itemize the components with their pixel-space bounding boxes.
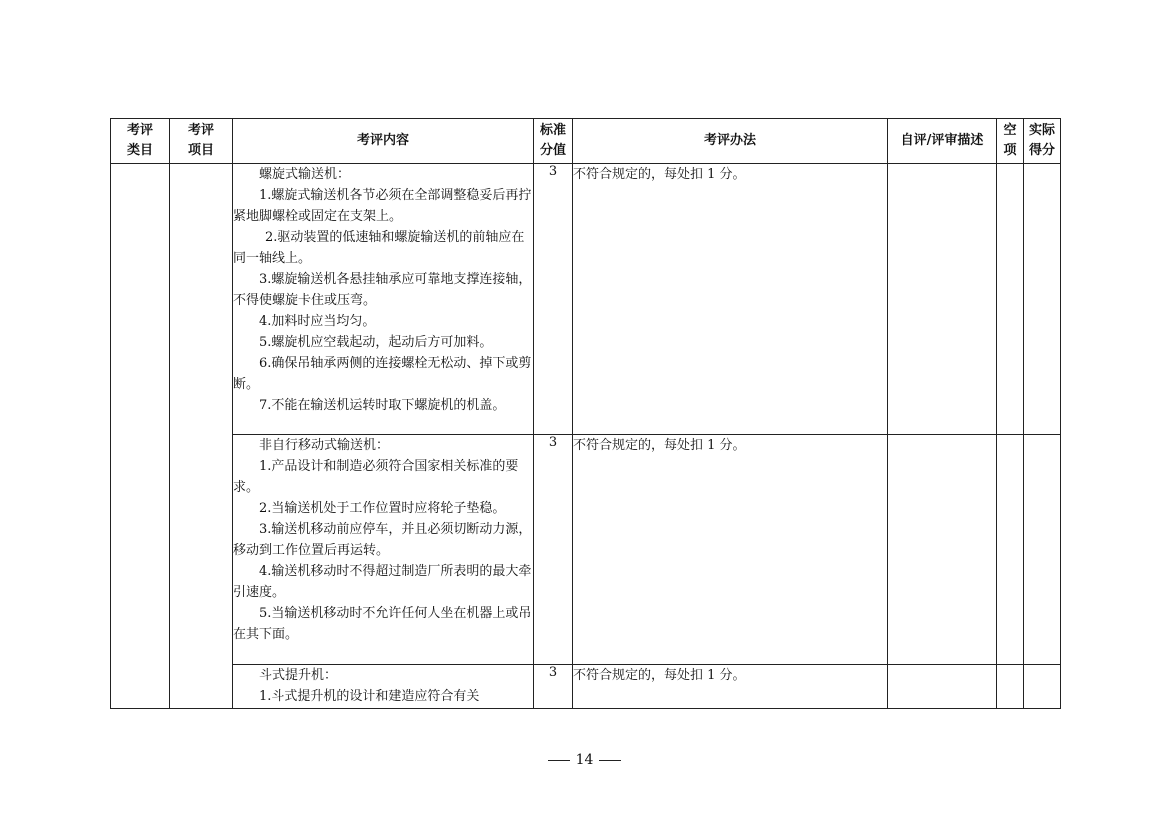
content-line: 斗式提升机： — [259, 668, 338, 683]
table-row — [111, 665, 1061, 709]
header-category-line1: 考评 — [126, 123, 153, 138]
content-line: 非自行移动式输送机： — [259, 438, 390, 453]
score-cell — [534, 164, 573, 435]
header-item-line1: 考评 — [187, 123, 214, 138]
page-number: 14 — [575, 752, 594, 768]
content-line: 5.当输送机移动时不允许任何人坐在机器上或吊在其下面。 — [233, 606, 532, 642]
content-cell — [233, 665, 534, 709]
score-value: 3 — [548, 164, 558, 179]
content-line: 1.产品设计和制造必须符合国家相关标准的要求。 — [233, 459, 519, 495]
score-cell — [534, 435, 573, 665]
header-content: 考评内容 — [233, 119, 534, 164]
content-line: 1.斗式提升机的设计和建造应符合有关 — [259, 689, 480, 704]
header-item-line2: 项目 — [187, 143, 214, 158]
header-actual — [1024, 119, 1061, 164]
item-cell — [170, 164, 233, 709]
table-row — [111, 164, 1061, 435]
header-score — [534, 119, 573, 164]
header-score-line2: 分值 — [539, 143, 566, 158]
header-blank — [997, 119, 1024, 164]
header-actual-line1: 实际 — [1028, 123, 1055, 138]
content-cell — [233, 164, 534, 435]
method-cell: 不符合规定的，每处扣 1 分。 — [573, 435, 888, 665]
content-line: 3.螺旋输送机各悬挂轴承应可靠地支撑连接轴，不得使螺旋卡住或压弯。 — [233, 272, 532, 308]
blank-cell[interactable] — [997, 665, 1024, 709]
category-cell — [111, 164, 170, 709]
header-category — [111, 119, 170, 164]
blank-cell[interactable] — [997, 435, 1024, 665]
content-line: 2.当输送机处于工作位置时应将轮子垫稳。 — [259, 501, 506, 516]
method-cell: 不符合规定的，每处扣 1 分。 — [573, 665, 888, 709]
header-item — [170, 119, 233, 164]
header-score-line1: 标准 — [539, 123, 566, 138]
content-line: 2.驱动装置的低速轴和螺旋输送机的前轴应在同一轴线上。 — [233, 230, 525, 266]
content-line: 1.螺旋式输送机各节必须在全部调整稳妥后再拧紧地脚螺栓或固定在支架上。 — [233, 188, 532, 224]
header-category-line2: 类目 — [126, 143, 153, 158]
header-blank-line2: 项 — [1003, 143, 1017, 158]
score-value: 3 — [548, 435, 558, 450]
blank-cell[interactable] — [997, 164, 1024, 435]
header-method: 考评办法 — [573, 119, 888, 164]
content-line: 3.输送机移动前应停车，并且必须切断动力源，移动到工作位置后再运转。 — [233, 522, 532, 558]
content-line: 4.加料时应当均匀。 — [259, 314, 376, 329]
content-line: 螺旋式输送机： — [259, 167, 351, 182]
self-eval-cell[interactable] — [888, 665, 997, 709]
score-cell — [534, 665, 573, 709]
self-eval-cell[interactable] — [888, 435, 997, 665]
actual-score-cell[interactable] — [1024, 665, 1061, 709]
footer-dash-left — [548, 760, 570, 761]
self-eval-cell[interactable] — [888, 164, 997, 435]
header-row — [111, 119, 1061, 164]
content-line: 6.确保吊轴承两侧的连接螺栓无松动、掉下或剪断。 — [233, 356, 532, 392]
content-line: 4.输送机移动时不得超过制造厂所表明的最大牵引速度。 — [233, 564, 532, 600]
content-line: 5.螺旋机应空载起动，起动后方可加料。 — [259, 335, 493, 350]
header-blank-line1: 空 — [1003, 123, 1017, 138]
content-cell — [233, 435, 534, 665]
evaluation-table — [110, 118, 1061, 709]
footer-dash-right — [599, 760, 621, 761]
page-footer — [0, 752, 1169, 768]
table-row — [111, 435, 1061, 665]
header-self-eval: 自评/评审描述 — [888, 119, 997, 164]
method-cell: 不符合规定的，每处扣 1 分。 — [573, 164, 888, 435]
actual-score-cell[interactable] — [1024, 435, 1061, 665]
content-line: 7.不能在输送机运转时取下螺旋机的机盖。 — [259, 398, 506, 413]
actual-score-cell[interactable] — [1024, 164, 1061, 435]
score-value: 3 — [548, 665, 558, 680]
header-actual-line2: 得分 — [1028, 143, 1055, 158]
